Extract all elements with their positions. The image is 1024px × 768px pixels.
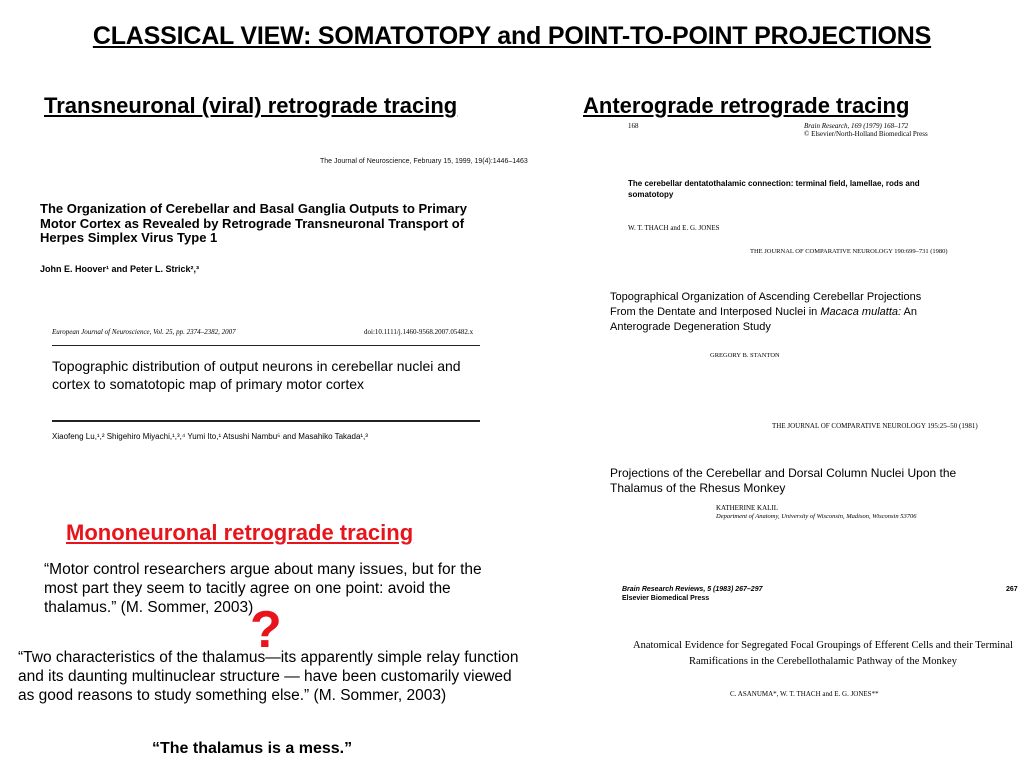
paper-authors: KATHERINE KALIL (716, 504, 779, 512)
paper-title (610, 290, 940, 335)
paper-journal-line: Brain Research, 169 (1979) 168–172 (804, 122, 909, 130)
paper-title: Anatomical Evidence for Segregated Focal Groupings of Efferent Cells and their Terminal Ramifications in the Cerebellothalamic Pathway of the Monkey (633, 640, 1013, 667)
paper-title: The cerebellar dentatothalamic connection: terminal field, lamellae, rods and somatotopy (628, 179, 920, 199)
slide-title: CLASSICAL VIEW: SOMATOTOPY and POINT-TO-POINT PROJECTIONS (92, 22, 932, 50)
paper-journal-line: Brain Research Reviews, 5 (1983) 267–297 (622, 586, 763, 593)
paper-title: The Organization of Cerebellar and Basal Ganglia Outputs to Primary Motor Cortex as Revealed by Retrograde Transneuronal Transport of Herpes Simplex Virus Type 1 (40, 201, 467, 245)
paper-authors: C. ASANUMA*, W. T. THACH and E. G. JONES** (730, 690, 879, 698)
sommer-quote-two-characteristics: “Two characteristics of the thalamus—its apparently simple relay function and its daunting multinuclear structure — have been customarily viewed as good reasons to study something else.” (M. Sommer, 2003) (18, 649, 519, 704)
paper-authors: W. T. THACH and E. G. JONES (628, 224, 720, 232)
paper-title-part: Topographical Organization of Ascending Cerebellar Projections From the Dentate and Interposed Nuclei in (610, 291, 922, 318)
paper-authors: Xiaofeng Lu,¹,² Shigehiro Miyachi,¹,³,⁴ Yumi Ito,¹ Atsushi Nambu⁵ and Masahiko Takada¹,³ (52, 432, 368, 441)
paper-journal-line: The Journal of Neuroscience, February 15, 1999, 19(4):1446–1463 (320, 158, 528, 165)
divider (52, 345, 480, 346)
paper-authors: GREGORY B. STANTON (710, 352, 780, 359)
paper-title: Topographic distribution of output neurons in cerebellar nuclei and cortex to somatotopic map of primary motor cortex (52, 358, 461, 392)
paper-page-number: 267 (1006, 586, 1018, 593)
paper-journal-line: European Journal of Neuroscience, Vol. 25, pp. 2374–2382, 2007 (52, 328, 236, 336)
question-mark: ? (250, 601, 282, 659)
paper-journal-line: THE JOURNAL OF COMPARATIVE NEUROLOGY 190:699–731 (1980) (750, 248, 948, 255)
paper-title-species: Macaca mulatta: (820, 306, 902, 318)
paper-page-number: 168 (628, 122, 639, 130)
paper-affiliation: Department of Anatomy, University of Wisconsin, Madison, Wisconsin 53706 (716, 513, 917, 520)
thalamus-mess-quote: “The thalamus is a mess.” (152, 740, 353, 757)
sommer-quote-avoid-thalamus: “Motor control researchers argue about many issues, but for the most part they seem to tacitly agree on one point: avoid the thalamus.” (M. Sommer, 2003) (44, 561, 482, 616)
paper-publisher-line: Elsevier Biomedical Press (622, 595, 710, 602)
paper-journal-line: THE JOURNAL OF COMPARATIVE NEUROLOGY 195:25–50 (1981) (772, 422, 978, 430)
left-section-heading: Transneuronal (viral) retrograde tracing (44, 93, 458, 118)
paper-title-part: An Anterograde Degeneration Study (610, 306, 917, 333)
paper-doi: doi:10.1111/j.1460-9568.2007.05482.x (364, 328, 474, 336)
paper-publisher-line: © Elsevier/North-Holland Biomedical Press (804, 130, 928, 138)
paper-title: Projections of the Cerebellar and Dorsal Column Nuclei Upon the Thalamus of the Rhesus Monkey (610, 466, 957, 495)
paper-authors: John E. Hoover¹ and Peter L. Strick²,³ (40, 264, 200, 274)
right-section-heading: Anterograde retrograde tracing (583, 93, 910, 118)
divider (52, 420, 480, 422)
mononeuronal-heading: Mononeuronal retrograde tracing (66, 520, 414, 545)
